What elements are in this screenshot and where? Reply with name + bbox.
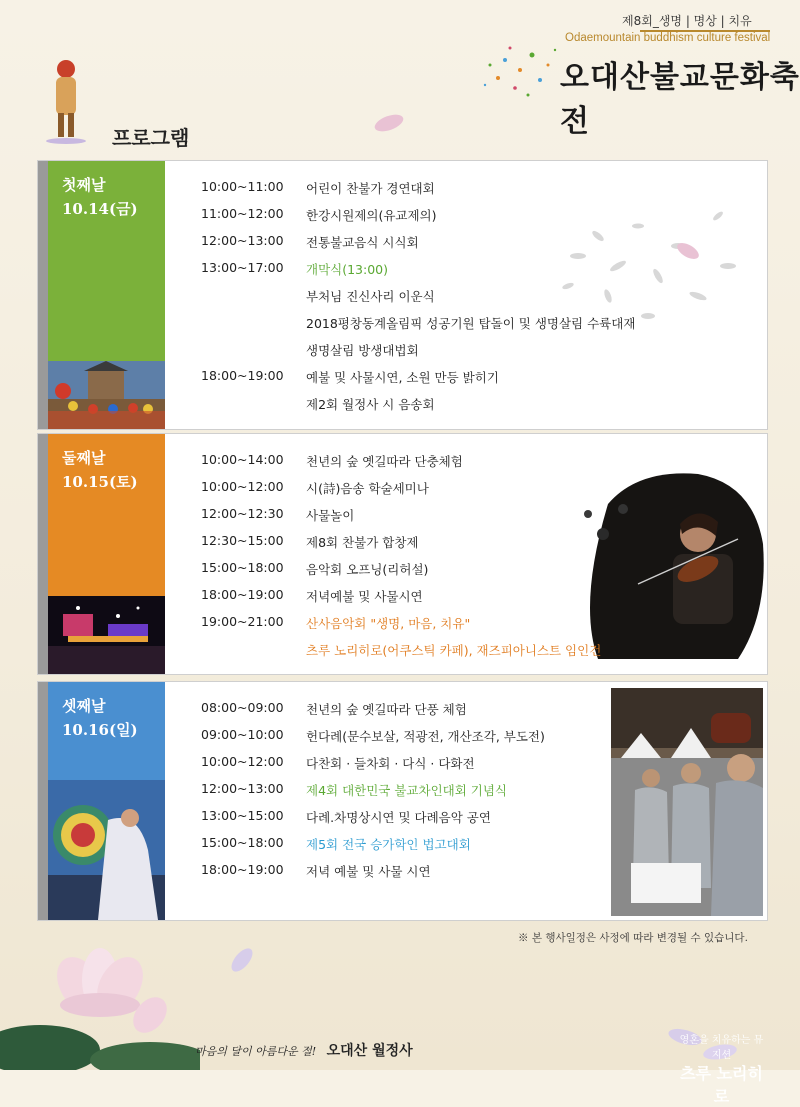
burst-ornament — [470, 30, 570, 110]
row-time: 10:00~11:00 — [201, 179, 284, 194]
footer-slogan: 마음의 달이 아름다운 절! — [195, 1045, 317, 1058]
lotus-illustration — [0, 935, 200, 1070]
footer — [195, 1040, 413, 1060]
day-strip — [38, 682, 48, 920]
program-title: 프로그램 — [112, 126, 190, 150]
row-event: 천년의 숲 옛길따라 단풍 체험 — [306, 702, 467, 717]
row-event: 한강시원제의(유교제의) — [306, 208, 437, 223]
schedule-change-note: ※ 본 행사일정은 사정에 따라 변경될 수 있습니다. — [518, 932, 748, 944]
row-event: 다찬회 · 들차회 · 다식 · 다화전 — [306, 756, 475, 771]
petal-scatter-decoration — [518, 176, 758, 336]
row-event: 생명살림 방생대법회 — [306, 343, 419, 358]
day3-section — [37, 681, 768, 921]
day-date: 10.14(금) — [62, 200, 138, 218]
drum-monk-photo — [48, 780, 165, 920]
row-time: 10:00~12:00 — [201, 479, 284, 494]
day-label: 첫째날 — [62, 176, 106, 194]
row-event: 어린이 찬불가 경연대회 — [306, 181, 435, 196]
row-time: 18:00~19:00 — [201, 368, 284, 383]
row-time: 10:00~12:00 — [201, 754, 284, 769]
row-time: 18:00~19:00 — [201, 862, 284, 877]
row-time: 11:00~12:00 — [201, 206, 284, 221]
row-time: 12:30~15:00 — [201, 533, 284, 548]
row-time: 12:00~12:30 — [201, 506, 284, 521]
festival-title: 오대산불교문화축전 — [560, 60, 800, 139]
petal-decoration — [372, 112, 406, 134]
day-label: 둘째날 — [62, 449, 106, 467]
row-time: 15:00~18:00 — [201, 560, 284, 575]
row-time: 13:00~17:00 — [201, 260, 284, 275]
row-event: 저녁예불 및 사물시연 — [306, 589, 423, 604]
caption-big: 츠루 노리히로 — [680, 1064, 763, 1106]
row-time: 18:00~19:00 — [201, 587, 284, 602]
header-tagline: 제8회_생명 | 명상 | 치유 — [622, 14, 752, 28]
row-event: 음악회 오프닝(리허설) — [306, 562, 429, 577]
parade-photo — [48, 361, 165, 429]
row-time: 13:00~15:00 — [201, 808, 284, 823]
day-date: 10.15(토) — [62, 473, 138, 491]
day1-label-panel — [48, 161, 165, 361]
row-time: 09:00~10:00 — [201, 727, 284, 742]
day3-label-panel — [48, 682, 165, 780]
violinist-caption — [676, 1031, 767, 1107]
day-label: 셋째날 — [62, 697, 106, 715]
row-event: 사물놀이 — [306, 508, 355, 523]
row-time: 12:00~13:00 — [201, 233, 284, 248]
row-event: 전통불교음식 시식회 — [306, 235, 419, 250]
tea-ceremony-photo — [611, 688, 763, 916]
row-event: 부처님 진신사리 이운식 — [306, 289, 435, 304]
row-event: 저녁 예불 및 사물 시연 — [306, 864, 431, 879]
row-event: 예불 및 사물시연, 소원 만등 밝히기 — [306, 370, 499, 385]
row-event: 산사음악회 "생명, 마음, 치유" — [306, 616, 471, 631]
day2-label-panel — [48, 434, 165, 596]
row-time: 10:00~14:00 — [201, 452, 284, 467]
row-time: 15:00~18:00 — [201, 835, 284, 850]
row-time: 12:00~13:00 — [201, 781, 284, 796]
row-time: 08:00~09:00 — [201, 700, 284, 715]
violinist-photo — [578, 464, 768, 664]
row-event: 2018평창동계올림픽 성공기원 탑돌이 및 생명살림 수륙대재 — [306, 316, 636, 331]
row-event: 제8회 찬불가 합창제 — [306, 535, 419, 550]
row-event: 헌다례(문수보살, 적광전, 개산조각, 부도전) — [306, 729, 545, 744]
petal-decoration — [225, 945, 259, 975]
row-event: 다례.차명상시연 및 다례음악 공연 — [306, 810, 491, 825]
footer-temple-name: 오대산 월정사 — [326, 1043, 413, 1059]
caption-small: 영혼을 치유하는 뮤지션 — [679, 1035, 764, 1061]
day1-section — [37, 160, 768, 430]
concert-night-photo — [48, 596, 165, 674]
row-time: 19:00~21:00 — [201, 614, 284, 629]
row-event: 개막식(13:00) — [306, 262, 389, 277]
row-event: 제4회 대한민국 불교차인대회 기념식 — [306, 783, 507, 798]
day-strip — [38, 434, 48, 674]
day-strip — [38, 161, 48, 429]
header-subtitle: Odaemountain buddhism culture festival — [565, 32, 771, 44]
row-event: 제5회 전국 승가학인 법고대회 — [306, 837, 471, 852]
row-event: 천년의 숲 옛길따라 단충체험 — [306, 454, 463, 469]
row-event: 츠루 노리히로(어쿠스틱 카페), 재즈피아니스트 임인건 — [306, 643, 602, 658]
day-date: 10.16(일) — [62, 721, 138, 739]
row-event: 제2회 월정사 시 음송회 — [306, 397, 435, 412]
row-event: 시(詩)음송 학술세미나 — [306, 481, 429, 496]
monk-figure-illustration — [38, 55, 88, 145]
